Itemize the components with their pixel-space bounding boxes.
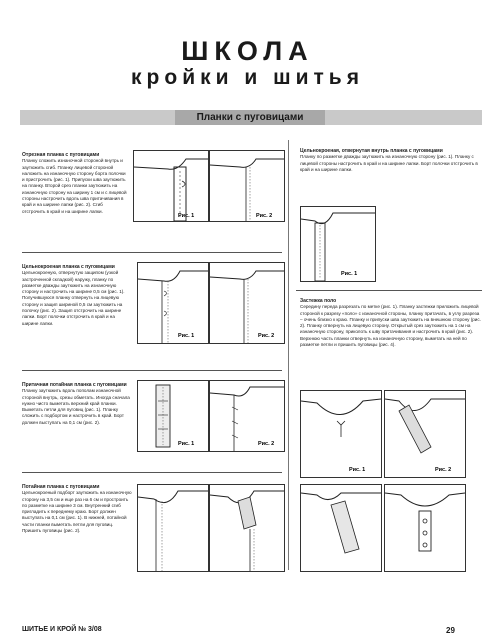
figure-caption: Рис. 1: [178, 441, 195, 447]
figure-caption: Рис. 2: [258, 441, 275, 447]
section-heading: Цельнокроеная, отвернутая внутрь планка с пуговицами: [300, 148, 443, 154]
section-body: Цельнокроеную, отвернутую защипом (узкой застроченной складкой) наружу, планку по разметке дважды заутюжить на изнаночную сторону и настрочить на ширине 0,5 см (рис. 1). Получившуюся планку отвернуть на лицевую сторону и защип шириной 0,5 см заутюжить на полочку (рис. 2). Защип отстрочить на ширине лапки. Борт полочки отстрочить в край и на ширине лапки.: [22, 270, 125, 326]
figure-caption: Рис. 2: [256, 213, 273, 219]
section-body: Цельнокроеный подборт заутюжить на изнаночную сторону на 3,5 см и еще раз на 6 см и простроить по разметке на ширине 3 см. Внутренний сгиб пригладить к переднему краю. Борт должен выступать на 0,1 см (рис. 1). В нижней, потайной части планки выметать петли для пуговиц. Пришить пуговицы (рис. 2).: [22, 490, 132, 534]
figure-caption: Рис. 1: [178, 213, 195, 219]
figure-2: [209, 150, 285, 222]
section-text: [300, 148, 480, 173]
figure-caption: Рис. 1: [349, 467, 366, 473]
section-divider: [22, 370, 282, 371]
section-text: [22, 382, 132, 426]
figure-2: [209, 484, 285, 572]
section-body: Середину переда разрезать по метке (рис. 1). Планку застежки приложить лицевой стороной к разрезу «поло» с изнаночной стороны, планку притачать, в углу разреза – очень близко к краю. Планку и припуски шва заутюжить на внешнюю сторону (рис. 2). Планку отвернуть на лицевую сторону. Открытый срез заутюжить на 1 см на изнаночную сторону, приколоть к шву притачивания и настрочить в край (рис. 2). Верхнюю часть планки отвернуть на изнаночную сторону, выметать на ней по разметке петли и пришить пуговицы (рис. 4).: [300, 304, 481, 348]
page-subtitle: кройки и шитья: [131, 66, 364, 89]
magazine-issue: ШИТЬЕ И КРОЙ № 3/08: [22, 626, 102, 633]
section-heading: Притачная потайная планка с пуговицами: [22, 382, 127, 388]
figure-1: [300, 390, 382, 478]
figure-caption: Рис. 2: [435, 467, 452, 473]
section-body: Планку сложить изнаночной стороной внутрь и заутюжить сгиб. Планку лицевой стороной наложить на изнаночную сторону борта полочки и пристрочить (рис. 1). Припуски шва заутюжить на планку. Второй срез планки заутюжить на изнаночную сторону на ширину 1 см и с лицевой стороны настрочить вдоль шва притачивания в край и на ширине лапки (рис. 2). Сгиб отстрочить в край и на ширине лапки.: [22, 158, 127, 214]
section-heading: Отрезная планка с пуговицами: [22, 152, 100, 158]
section-divider: [296, 290, 482, 291]
figure-1: [137, 262, 209, 344]
section-text: [22, 152, 127, 215]
section-body: Планку по разметке дважды заутюжить на изнаночную сторону (рис. 1). Планку с лицевой стороны настрочить в край и на ширине лапки. Борт полочки отстрочить в край и на ширине лапки.: [300, 154, 478, 172]
page-title: ШКОЛА: [181, 36, 314, 66]
figure-4: [384, 484, 466, 572]
figure-2: [384, 390, 466, 478]
section-body: Планку заутюжить вдоль пополам изнаночной стороной внутрь, срезы обметать. Иногда сначала нужно чисто выметать верхний край планки. Выметать петли для пуговиц (рис. 1). Планку сложить с подбортом и настрочить в край. Борт должен выступать на 0,1 см (рис. 2).: [22, 388, 130, 425]
section-text: [22, 484, 132, 534]
column-divider: [288, 140, 289, 570]
figure-3: [300, 484, 382, 572]
page-number: 29: [446, 626, 455, 635]
figure-1: [133, 150, 209, 222]
section-heading: Потайная планка с пуговицами: [22, 484, 100, 490]
section-heading: Застежка поло: [300, 298, 337, 304]
figure-1: [137, 380, 209, 452]
section-text: [300, 298, 482, 348]
section-heading: Цельнокроеная планка с пуговицами: [22, 264, 115, 270]
figure-1: [300, 206, 376, 282]
figure-2: [209, 380, 285, 452]
section-divider: [22, 472, 282, 473]
figure-caption: Рис. 1: [341, 271, 358, 277]
figure-caption: Рис. 2: [258, 333, 275, 339]
section-title: Планки с пуговицами: [175, 110, 325, 125]
section-divider: [22, 252, 282, 253]
figure-caption: Рис. 1: [178, 333, 195, 339]
figure-1: [137, 484, 209, 572]
section-text: [22, 264, 132, 327]
figure-2: [209, 262, 285, 344]
